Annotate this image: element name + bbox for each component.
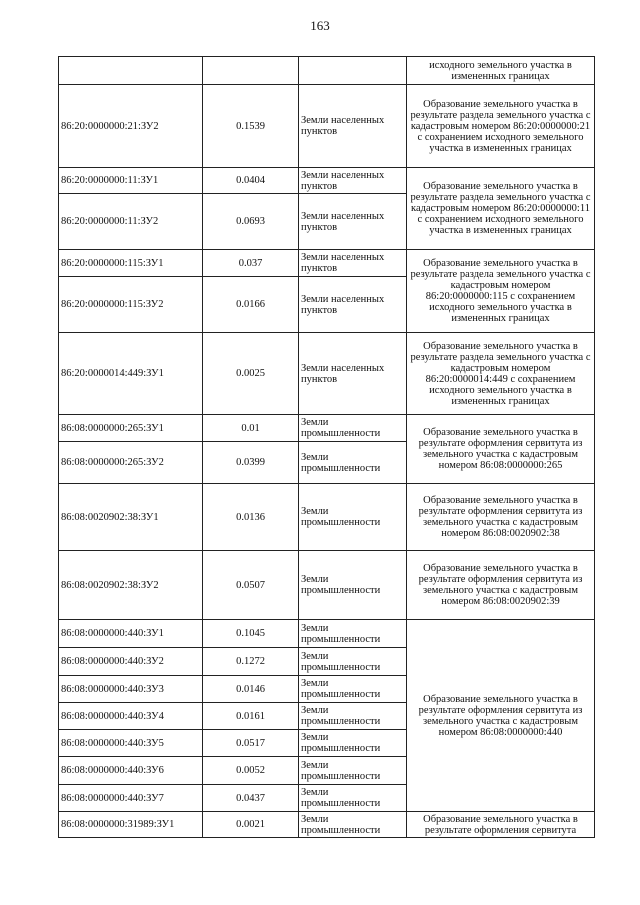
- table-row: [59, 57, 595, 85]
- page-number: 163: [310, 18, 330, 33]
- land-category-cell: Земли населенных пунктов: [299, 168, 407, 194]
- purpose-cell: Образование земельного участка в результате раздела земельного участка с кадастровым номером 86:20:0000000:115 с сохранением исходного земельного участка в измененных границах: [407, 250, 595, 333]
- cadastral-number-cell: 86:20:0000000:11:ЗУ2: [59, 194, 203, 250]
- cadastral-number-cell: 86:08:0000000:440:ЗУ4: [59, 703, 203, 730]
- cadastral-number-cell: 86:08:0000000:31989:ЗУ1: [59, 812, 203, 838]
- purpose-cell: Образование земельного участка в результате оформления сервитута из земельного участка с кадастровым номером 86:08:0020902:39: [407, 551, 595, 620]
- area-cell: 0.01: [203, 415, 299, 442]
- cadastral-number-cell: 86:08:0000000:440:ЗУ5: [59, 730, 203, 757]
- purpose-cell: Образование земельного участка в результате раздела земельного участка с кадастровым номером 86:20:0000000:21 с сохранением исходного земельного участка в измененных границах: [407, 85, 595, 168]
- cadastral-number-cell: 86:08:0000000:440:ЗУ7: [59, 785, 203, 812]
- land-category-cell: Земли промышленности: [299, 620, 407, 648]
- area-cell: 0.037: [203, 250, 299, 277]
- land-category-cell: Земли промышленности: [299, 415, 407, 442]
- cadastral-number-cell: 86:08:0000000:440:ЗУ2: [59, 648, 203, 676]
- land-category-cell: Земли промышленности: [299, 442, 407, 484]
- area-cell: 0.1272: [203, 648, 299, 676]
- land-category-cell: Земли промышленности: [299, 757, 407, 785]
- land-category-cell: Земли населенных пунктов: [299, 194, 407, 250]
- land-category-cell: Земли промышленности: [299, 785, 407, 812]
- land-category-cell: Земли промышленности: [299, 676, 407, 703]
- area-cell: [203, 57, 299, 85]
- land-category-cell: Земли населенных пунктов: [299, 277, 407, 333]
- cadastral-number-cell: 86:20:0000000:21:ЗУ2: [59, 85, 203, 168]
- cadastral-number-cell: [59, 57, 203, 85]
- purpose-cell: Образование земельного участка в результате оформления сервитута из земельного участка с кадастровым номером 86:08:0020902:38: [407, 484, 595, 551]
- land-category-cell: Земли промышленности: [299, 703, 407, 730]
- land-category-cell: [299, 57, 407, 85]
- cadastral-number-cell: 86:08:0020902:38:ЗУ1: [59, 484, 203, 551]
- land-category-cell: Земли промышленности: [299, 551, 407, 620]
- purpose-cell: Образование земельного участка в результате оформления сервитута из земельного участка с кадастровым номером 86:08:0000000:440: [407, 620, 595, 812]
- area-cell: 0.1539: [203, 85, 299, 168]
- land-category-cell: Земли промышленности: [299, 648, 407, 676]
- table-row: [59, 551, 595, 620]
- area-cell: 0.0025: [203, 333, 299, 415]
- cadastral-number-cell: 86:08:0000000:440:ЗУ6: [59, 757, 203, 785]
- land-category-cell: Земли промышленности: [299, 484, 407, 551]
- purpose-cell: Образование земельного участка в результате оформления сервитута: [407, 812, 595, 838]
- cadastral-number-cell: 86:20:0000000:115:ЗУ1: [59, 250, 203, 277]
- area-cell: 0.0146: [203, 676, 299, 703]
- area-cell: 0.0136: [203, 484, 299, 551]
- land-category-cell: Земли населенных пунктов: [299, 85, 407, 168]
- area-cell: 0.0052: [203, 757, 299, 785]
- purpose-cell: Образование земельного участка в результате раздела земельного участка с кадастровым номером 86:20:0000014:449 с сохранением исходного земельного участка в измененных границах: [407, 333, 595, 415]
- area-cell: 0.0404: [203, 168, 299, 194]
- cadastral-number-cell: 86:20:0000000:115:ЗУ2: [59, 277, 203, 333]
- land-category-cell: Земли населенных пунктов: [299, 333, 407, 415]
- purpose-cell: исходного земельного участка в измененных границах: [407, 57, 595, 85]
- land-category-cell: Земли промышленности: [299, 812, 407, 838]
- cadastral-number-cell: 86:08:0000000:265:ЗУ2: [59, 442, 203, 484]
- table-row: [59, 812, 595, 838]
- area-cell: 0.0517: [203, 730, 299, 757]
- land-plots-table: [58, 56, 595, 838]
- area-cell: 0.0399: [203, 442, 299, 484]
- land-category-cell: Земли промышленности: [299, 730, 407, 757]
- area-cell: 0.0693: [203, 194, 299, 250]
- cadastral-number-cell: 86:08:0000000:265:ЗУ1: [59, 415, 203, 442]
- area-cell: 0.0021: [203, 812, 299, 838]
- area-cell: 0.0161: [203, 703, 299, 730]
- area-cell: 0.1045: [203, 620, 299, 648]
- table-row: [59, 415, 595, 442]
- table-row: [59, 168, 595, 194]
- table-row: [59, 620, 595, 648]
- cadastral-number-cell: 86:08:0000000:440:ЗУ1: [59, 620, 203, 648]
- area-cell: 0.0507: [203, 551, 299, 620]
- table-row: [59, 484, 595, 551]
- land-category-cell: Земли населенных пунктов: [299, 250, 407, 277]
- table-row: [59, 85, 595, 168]
- cadastral-number-cell: 86:20:0000014:449:ЗУ1: [59, 333, 203, 415]
- cadastral-number-cell: 86:08:0000000:440:ЗУ3: [59, 676, 203, 703]
- purpose-cell: Образование земельного участка в результате раздела земельного участка с кадастровым номером 86:20:0000000:11 с сохранением исходного земельного участка в измененных границах: [407, 168, 595, 250]
- table-row: [59, 250, 595, 277]
- cadastral-number-cell: 86:08:0020902:38:ЗУ2: [59, 551, 203, 620]
- area-cell: 0.0166: [203, 277, 299, 333]
- purpose-cell: Образование земельного участка в результате оформления сервитута из земельного участка с кадастровым номером 86:08:0000000:265: [407, 415, 595, 484]
- cadastral-number-cell: 86:20:0000000:11:ЗУ1: [59, 168, 203, 194]
- area-cell: 0.0437: [203, 785, 299, 812]
- table-row: [59, 333, 595, 415]
